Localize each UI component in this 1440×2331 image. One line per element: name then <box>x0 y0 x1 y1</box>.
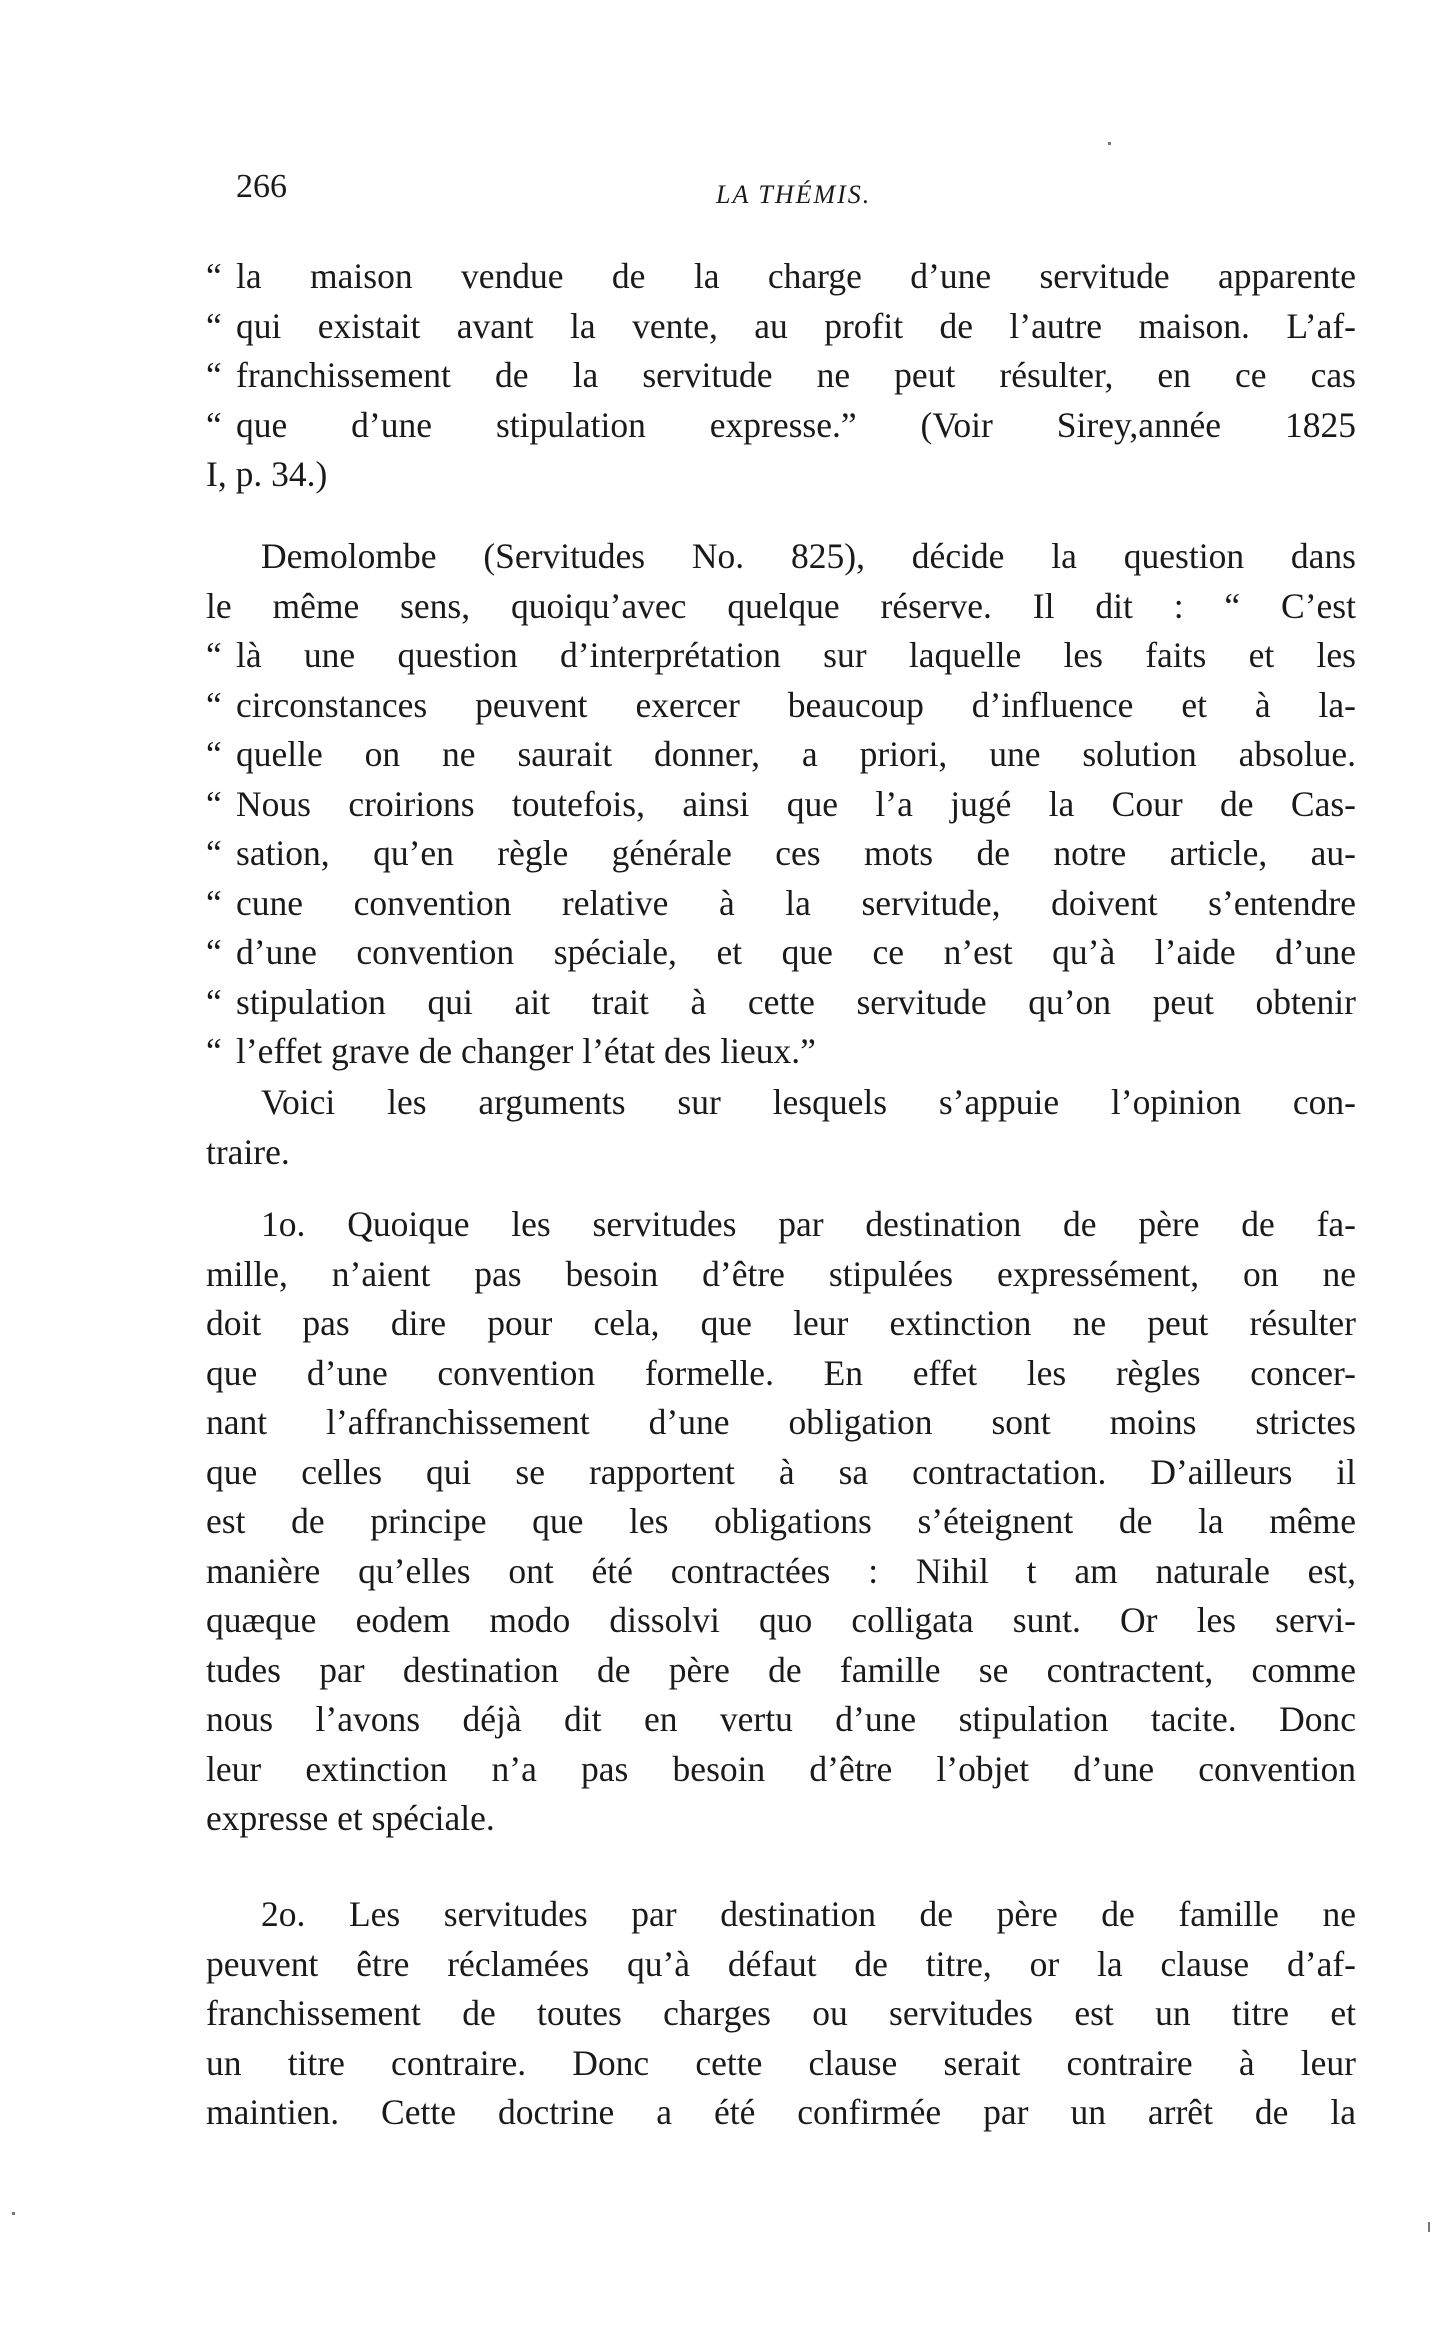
quote-mark: “ <box>206 833 222 873</box>
text-line: tudes par destination de père de famille se contractent, comme <box>206 1649 1356 1690</box>
text-line: mille, n’aient pas besoin d’être stipulées expressément, on ne <box>206 1253 1356 1294</box>
text-line: le même sens, quoiqu’avec quelque réserve. Il dit : “ C’est <box>206 585 1356 626</box>
text-line: “ sation, qu’en règle générale ces mots de notre article, au- <box>206 829 1356 879</box>
text-line: expresse et spéciale. <box>206 1798 495 1838</box>
text-line: 2o. Les servitudes par destination de père de famille ne <box>261 1894 1356 1934</box>
quote-mark: “ <box>206 734 222 774</box>
text-line: Demolombe (Servitudes No. 825), décide la question dans <box>261 536 1356 576</box>
text-line: nous l’avons déjà dit en vertu d’une stipulation tacite. Donc <box>206 1699 1356 1739</box>
quote-mark: “ <box>206 981 222 1022</box>
text-line: “ la maison vendue de la charge d’une servitude apparente <box>206 252 1356 302</box>
text-line: nant l’affranchissement d’une obligation sont moins strictes <box>206 1402 1356 1442</box>
scan-speck <box>1428 2222 1430 2232</box>
page-header <box>236 168 1346 218</box>
quotation-continued <box>206 252 1356 500</box>
scan-speck <box>1108 142 1111 145</box>
text-line: Voici les arguments sur lesquels s’appuie l’opinion con- <box>261 1082 1356 1122</box>
text-line: “ quelle on ne saurait donner, a priori, une solution absolue. <box>206 730 1356 780</box>
quote-mark: “ <box>206 635 222 675</box>
text-line: doit pas dire pour cela, que leur extinction ne peut résulter <box>206 1303 1356 1343</box>
text-line: 1o. Quoique les servitudes par destination de père de fa- <box>261 1204 1356 1244</box>
text-line: manière qu’elles ont été contractées : Nihil t am naturale est, <box>206 1550 1356 1591</box>
text-line: peuvent être réclamées qu’à défaut de titre, or la clause d’af- <box>206 1943 1356 1984</box>
quote-mark: “ <box>206 256 222 296</box>
running-title: LA THÉMIS. <box>716 180 872 209</box>
text-line: maintien. Cette doctrine a été confirmée par un arrêt de la <box>206 2092 1356 2132</box>
text-line: leur extinction n’a pas besoin d’être l’objet d’une convention <box>206 1748 1356 1789</box>
text-line: “ cune convention relative à la servitude, doivent s’entendre <box>206 879 1356 929</box>
text-line: franchissement de toutes charges ou servitudes est un titre et <box>206 1993 1356 2033</box>
demolombe-paragraph <box>206 532 1356 1077</box>
text-line: I, p. 34.) <box>206 454 328 494</box>
text-line: “ circonstances peuvent exercer beaucoup d’influence et à la- <box>206 681 1356 731</box>
text-line: “ franchissement de la servitude ne peut résulter, en ce cas <box>206 351 1356 401</box>
quote-mark: “ <box>206 783 222 824</box>
argument-1 <box>206 1200 1356 1844</box>
text-line: “ qui existait avant la vente, au profit de l’autre maison. L’af- <box>206 302 1356 352</box>
text-line: “ Nous croirions toutefois, ainsi que l’a jugé la Cour de Cas- <box>206 780 1356 830</box>
text-line: traire. <box>206 1131 290 1172</box>
page-number: 266 <box>236 168 287 205</box>
text-line: “ que d’une stipulation expresse.” (Voir Sirey,année 1825 <box>206 401 1356 451</box>
text-line: que celles qui se rapportent à sa contractation. D’ailleurs il <box>206 1451 1356 1492</box>
argument-2 <box>206 1890 1356 2138</box>
text-line: que d’une convention formelle. En effet les règles concer- <box>206 1352 1356 1393</box>
quote-mark: “ <box>206 404 222 445</box>
text-line: est de principe que les obligations s’éteignent de la même <box>206 1501 1356 1541</box>
text-line: “ là une question d’interprétation sur laquelle les faits et les <box>206 631 1356 681</box>
text-line: “ l’effet grave de changer l’état des lieux.” <box>206 1027 1356 1077</box>
text-line: “ stipulation qui ait trait à cette servitude qu’on peut obtenir <box>206 978 1356 1028</box>
quote-mark: “ <box>206 932 222 972</box>
quote-mark: “ <box>206 684 222 725</box>
quote-mark: “ <box>206 355 222 395</box>
arguments-intro <box>206 1078 1356 1177</box>
text-line: un titre contraire. Donc cette clause serait contraire à leur <box>206 2042 1356 2083</box>
quote-mark: “ <box>206 305 222 346</box>
text-line: quæque eodem modo dissolvi quo colligata sunt. Or les servi- <box>206 1600 1356 1640</box>
quote-mark: “ <box>206 1031 222 1071</box>
scan-speck <box>12 2212 15 2215</box>
quote-mark: “ <box>206 882 222 923</box>
text-line: “ d’une convention spéciale, et que ce n’est qu’à l’aide d’une <box>206 928 1356 978</box>
